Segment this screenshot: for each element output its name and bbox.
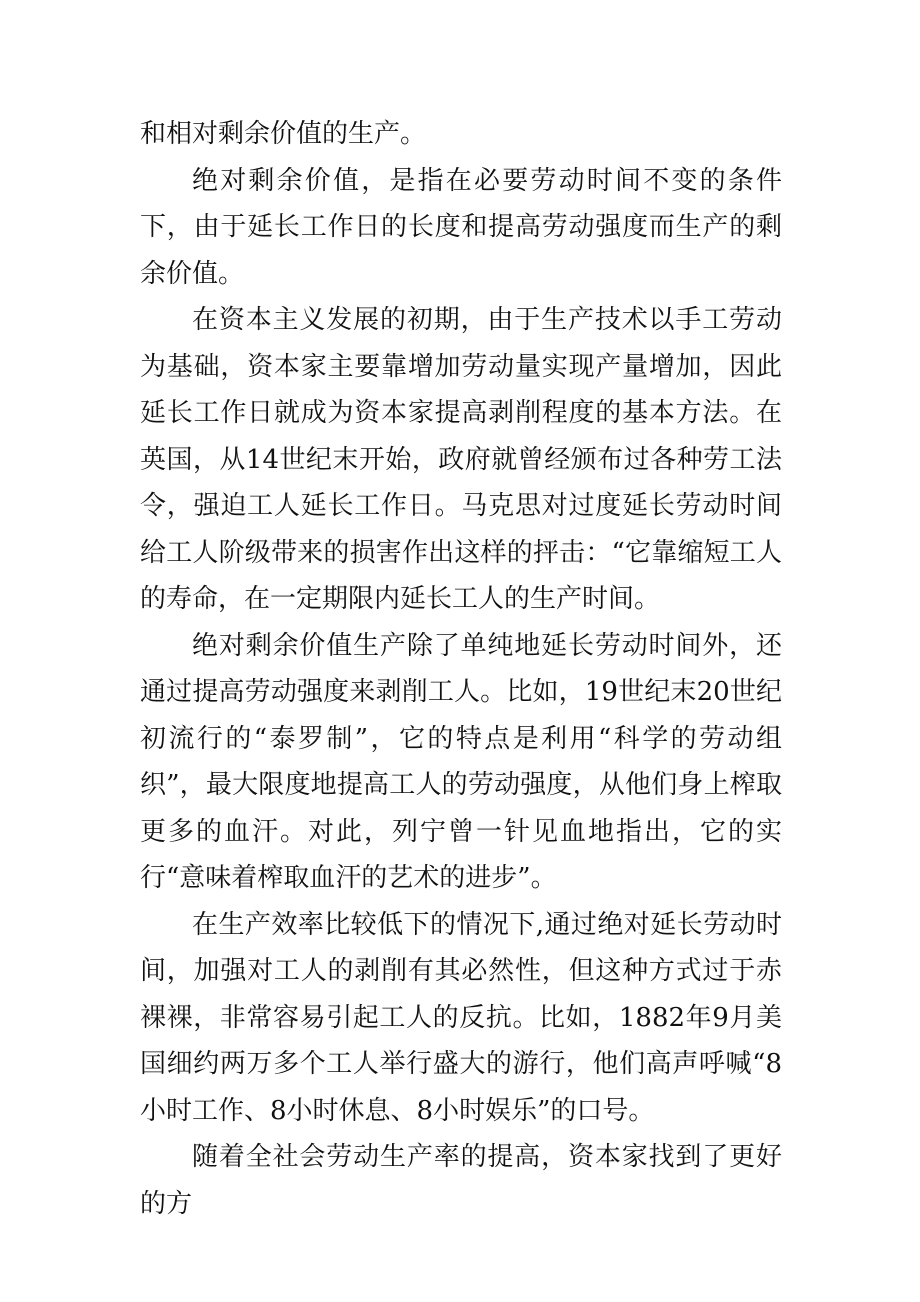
paragraph-worker-resistance: 在生产效率比较低下的情况下,通过绝对延长劳动时间，加强对工人的剥削有其必然性，但这种方式过于赤裸裸，非常容易引起工人的反抗。比如，1882年9月美国细约两万多个工人举行盛大的游行，他们高声呼喊“8小时工作、8小时休息、8小时娱乐”的口号。 <box>140 909 782 1126</box>
paragraph-productivity: 随着全社会劳动生产率的提高，资本家找到了更好的方 <box>140 1142 782 1219</box>
paragraph-absolute-surplus-definition: 绝对剩余价值，是指在必要劳动时间不变的条件下，由于延长工作日的长度和提高劳动强度而生产的剩余价值。 <box>140 165 782 289</box>
paragraph-labor-intensity: 绝对剩余价值生产除了单纯地延长劳动时间外，还通过提高劳动强度来剥削工人。比如，19世纪末20世纪初流行的“泰罗制”，它的特点是利用“科学的劳动组织”，最大限度地提高工人的劳动强度，从他们身上榨取更多的血汗。对此，列宁曾一针见血地指出，它的实行“意味着榨取血汗的艺术的进步”。 <box>140 630 782 893</box>
paragraph-continued: 和相对剩余价值的生产。 <box>140 119 427 149</box>
body-text <box>140 111 782 1227</box>
paragraph-early-capitalism: 在资本主义发展的初期，由于生产技术以手工劳动为基础，资本家主要靠增加劳动量实现产量增加，因此延长工作日就成为资本家提高剥削程度的基本方法。在英国，从14世纪末开始，政府就曾经颁布过各种劳工法令，强迫工人延长工作日。马克思对过度延长劳动时间给工人阶级带来的损害作出这样的抨击：“它靠缩短工人的寿命，在一定期限内延长工人的生产时间。 <box>140 305 782 614</box>
